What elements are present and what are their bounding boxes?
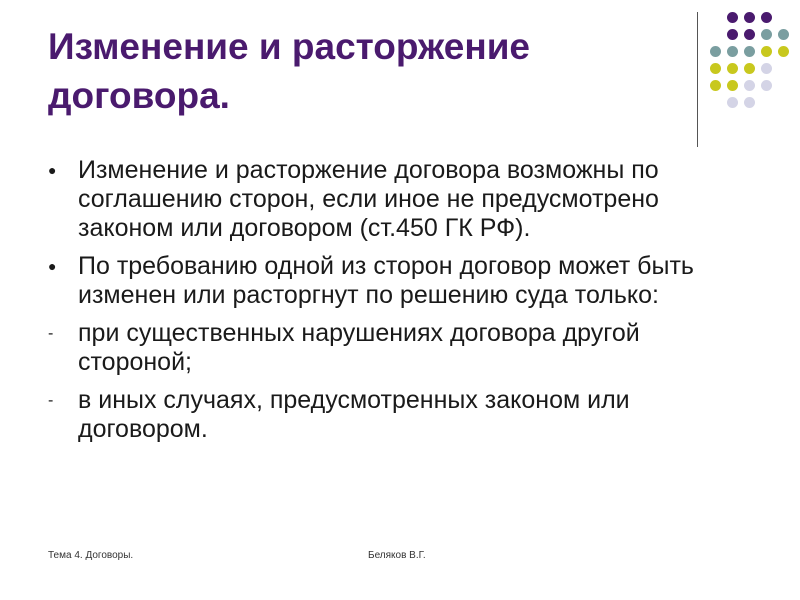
- dash-text: в иных случаях, предусмотренных законом или договором.: [78, 386, 630, 443]
- decorative-dot: [710, 46, 721, 57]
- dash-item: [48, 386, 748, 444]
- bullet-marker-icon: ●: [48, 162, 57, 178]
- decorative-dot: [710, 63, 721, 74]
- decorative-dot: [710, 80, 721, 91]
- slide-title: Изменение и расторжение договора.: [48, 26, 531, 117]
- decorative-dot: [761, 29, 772, 40]
- dash-item: [48, 319, 748, 377]
- bullet-item: [48, 252, 748, 310]
- decorative-dot-grid: [710, 12, 790, 132]
- dash-marker-icon: -: [48, 392, 54, 409]
- bullet-item: [48, 156, 748, 243]
- decorative-dot: [744, 80, 755, 91]
- decorative-dot: [744, 46, 755, 57]
- decorative-dot: [727, 97, 738, 108]
- decorative-dot: [727, 29, 738, 40]
- bullet-text: Изменение и расторжение договора возможны по соглашению сторон, если иное не предусмотрено законом или договором (ст.450 ГК РФ).: [78, 156, 659, 242]
- decorative-dot: [727, 12, 738, 23]
- decorative-dot: [761, 46, 772, 57]
- dash-marker-icon: -: [48, 325, 54, 342]
- divider-line: [697, 12, 698, 147]
- decorative-dot: [778, 29, 789, 40]
- footer-author: Беляков В.Г.: [368, 550, 426, 561]
- footer-topic: Тема 4. Договоры.: [48, 550, 134, 561]
- bullet-text: По требованию одной из сторон договор может быть изменен или расторгнут по решению суда только:: [78, 252, 694, 309]
- decorative-dot: [727, 63, 738, 74]
- decorative-dot: [727, 80, 738, 91]
- decorative-dot: [727, 46, 738, 57]
- decorative-dot: [761, 12, 772, 23]
- decorative-dot: [744, 12, 755, 23]
- decorative-dot: [744, 29, 755, 40]
- decorative-dot: [761, 80, 772, 91]
- decorative-dot: [761, 63, 772, 74]
- decorative-dot: [778, 46, 789, 57]
- dash-text: при существенных нарушениях договора другой стороной;: [78, 319, 640, 376]
- bullet-marker-icon: ●: [48, 258, 57, 274]
- decorative-dot: [744, 97, 755, 108]
- decorative-dot: [744, 63, 755, 74]
- bullet-list: [48, 156, 748, 453]
